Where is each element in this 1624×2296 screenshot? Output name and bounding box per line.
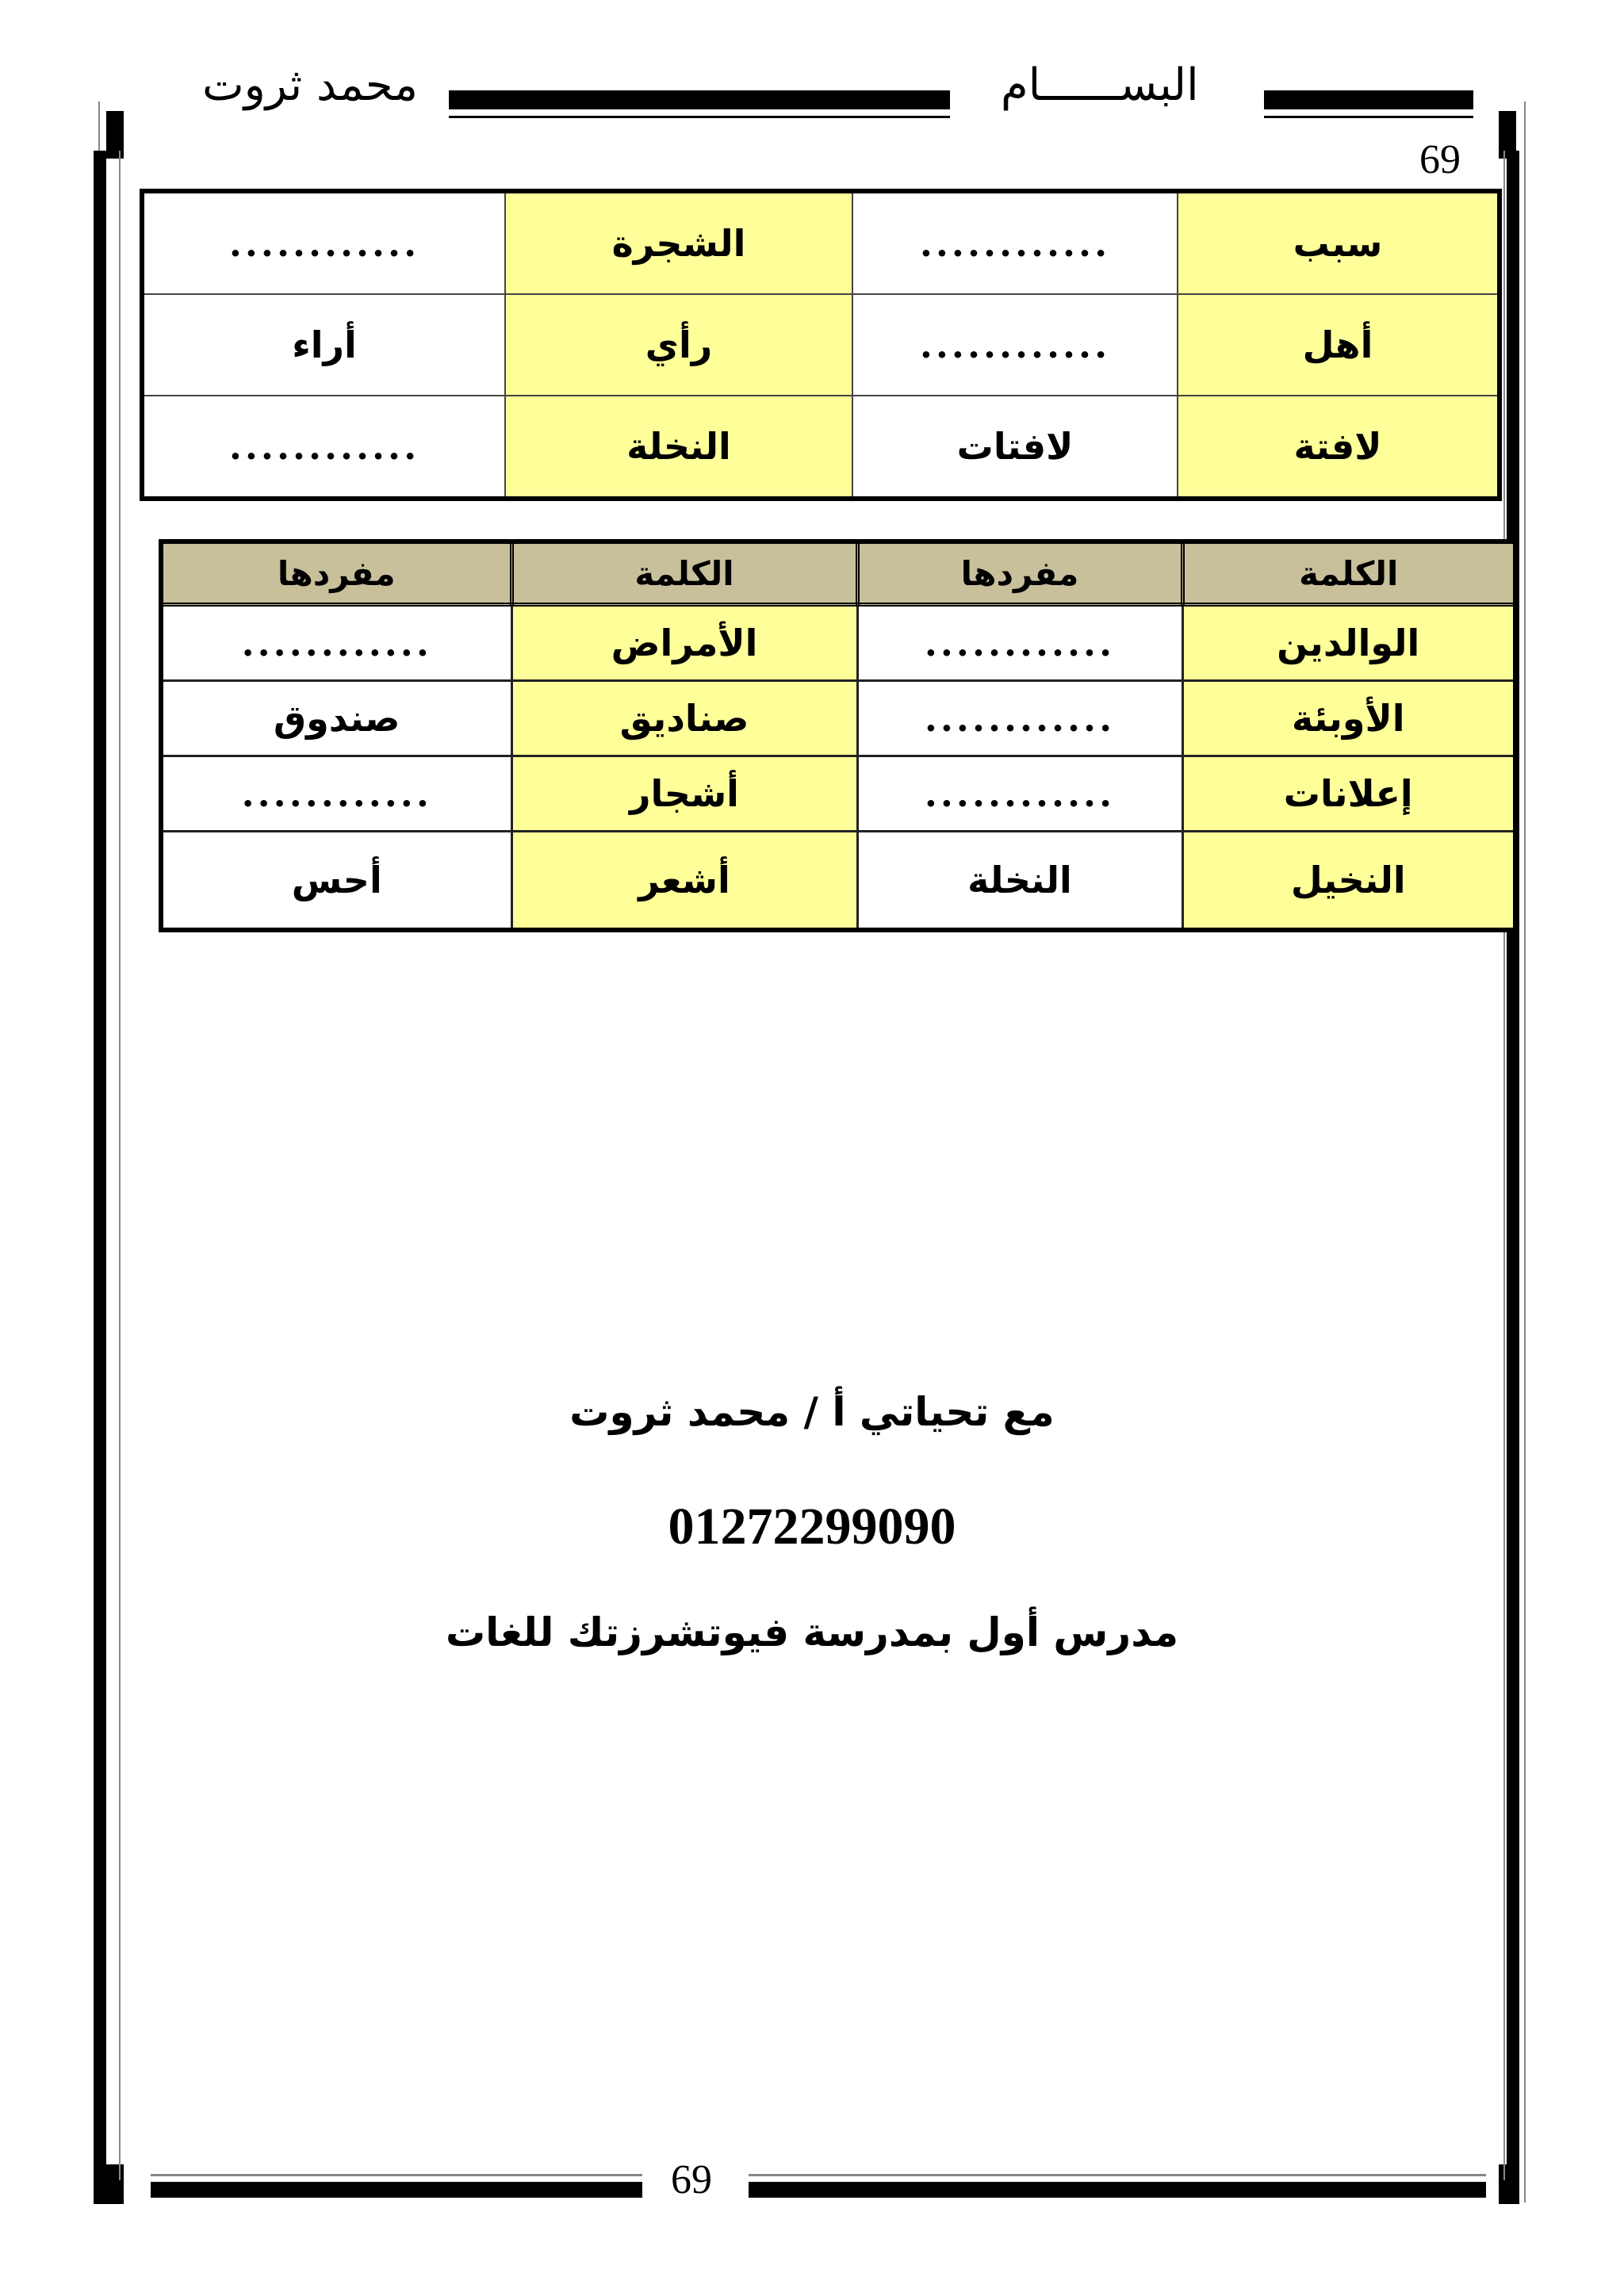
table-cell: أحس [161,832,511,931]
table-cell: صناديق [511,681,857,756]
column-header: الكلمة [511,541,857,605]
table-cell: أشجار [511,756,857,832]
table-cell: لافتات [852,396,1178,499]
table-cell: سبب [1178,191,1500,294]
table-row [161,756,1515,832]
header-author: محمد ثروت [202,59,418,111]
answer-blank: ............ [852,294,1178,396]
column-header: الكلمة [1182,541,1515,605]
table-cell: لافتة [1178,396,1500,499]
page-number-bottom: 69 [671,2157,712,2202]
header-title: البســــــام [1001,59,1199,111]
table-cell: إعلانات [1182,756,1515,832]
answer-blank: ............ [161,756,511,832]
answer-blank: ............ [142,396,505,499]
table-row [142,396,1500,499]
table-cell: الأوبئة [1182,681,1515,756]
phone-number: 01272299090 [668,1498,956,1556]
teacher-school: مدرس أول بمدرسة فيوتشرزتك للغات [445,1609,1179,1655]
answer-blank: ............ [857,681,1182,756]
table-cell: رأي [505,294,852,396]
table-cell: أشعر [511,832,857,931]
table-row [161,605,1515,681]
column-header: مفردها [161,541,511,605]
table-cell: أهل [1178,294,1500,396]
answer-blank: ............ [857,756,1182,832]
table-cell: صندوق [161,681,511,756]
answer-blank: ............ [852,191,1178,294]
table-cell: الشجرة [505,191,852,294]
greeting-text: مع تحياتي أ / محمد ثروت [569,1389,1055,1435]
table-row [142,294,1500,396]
answer-blank: ............ [857,605,1182,681]
answer-blank: ............ [161,605,511,681]
column-header: مفردها [857,541,1182,605]
table-row [161,681,1515,756]
table-row [142,191,1500,294]
table-cell: النخيل [1182,832,1515,931]
page-number-top: 69 [1419,137,1461,182]
table-cell: النخلة [857,832,1182,931]
plural-table-1 [140,189,1502,501]
table-header-row [161,541,1515,605]
plural-table-2 [159,539,1518,932]
table-cell: أراء [142,294,505,396]
answer-blank: ............ [142,191,505,294]
table-cell: النخلة [505,396,852,499]
table-cell: الوالدين [1182,605,1515,681]
table-cell: الأمراض [511,605,857,681]
table-row [161,832,1515,931]
